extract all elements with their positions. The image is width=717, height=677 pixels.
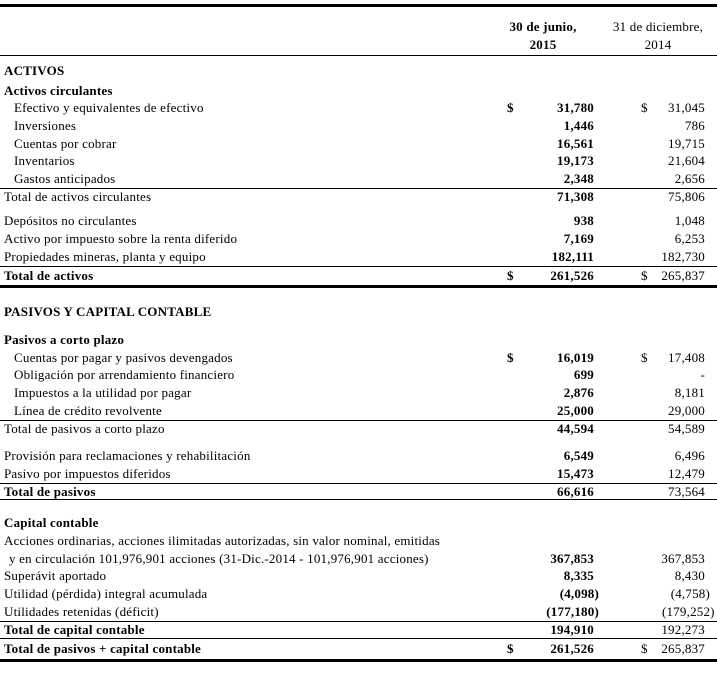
total-pasivos <box>0 483 717 501</box>
row-label: Inventarios <box>14 153 75 169</box>
table-row <box>0 213 717 231</box>
row-label: Pasivo por impuestos diferidos <box>4 465 171 481</box>
total-activos <box>0 266 717 288</box>
value-2015: 182,111 <box>551 248 594 264</box>
currency-symbol-2015: $ <box>507 349 514 365</box>
value-2015: 6,549 <box>563 448 594 464</box>
table-row <box>0 532 717 550</box>
currency-symbol-2014: $ <box>641 100 648 116</box>
value-2015: 367,853 <box>550 550 594 566</box>
currency-symbol-2014: $ <box>641 641 648 657</box>
currency-symbol-2014: $ <box>641 267 648 283</box>
value-2014: 367,853 <box>661 550 705 566</box>
value-2015: 2,876 <box>563 385 594 401</box>
table-row <box>0 384 717 402</box>
table-row <box>0 367 717 385</box>
value-2014: 12,479 <box>668 465 705 481</box>
value-2015: 699 <box>573 367 594 383</box>
row-label: Total de pasivos + capital contable <box>4 641 202 657</box>
value-2015: 19,173 <box>557 153 594 169</box>
subsection-capital-contable <box>0 514 717 532</box>
value-2014: 265,837 <box>661 267 705 283</box>
table-row <box>0 568 717 586</box>
row-label: Total de activos <box>4 267 94 283</box>
row-label: Inversiones <box>14 117 77 133</box>
value-2014: 192,273 <box>661 621 705 637</box>
value-2014: 6,253 <box>674 231 705 247</box>
row-label: Propiedades mineras, planta y equipo <box>4 248 206 264</box>
table-row <box>0 99 717 117</box>
row-label: Utilidades retenidas (déficit) <box>4 603 159 619</box>
currency-symbol-2015: $ <box>507 641 514 657</box>
row-spacer <box>0 437 717 447</box>
total-capital-contable <box>0 621 717 639</box>
value-2015: 8,335 <box>563 568 594 584</box>
value-2014: - <box>700 367 705 383</box>
currency-symbol-2015: $ <box>507 100 514 116</box>
table-row <box>0 585 717 603</box>
row-label: Total de pasivos <box>4 483 96 499</box>
value-2014: 8,181 <box>674 385 705 401</box>
column-header-2015-line1: 30 de junio, <box>509 19 577 34</box>
subsection-activos-circulantes <box>0 82 717 100</box>
table-row <box>0 447 717 465</box>
value-2015: 16,019 <box>557 349 594 365</box>
table-header <box>0 7 717 56</box>
row-label: Efectivo y equivalentes de efectivo <box>14 100 204 116</box>
value-2014: 75,806 <box>668 189 705 205</box>
value-2015: 1,446 <box>563 117 594 133</box>
value-2015: (177,180) <box>546 603 599 619</box>
currency-symbol-2014: $ <box>641 349 648 365</box>
row-label: Obligación por arrendamiento financiero <box>14 367 235 383</box>
column-header-2014-line2: 2014 <box>644 36 672 52</box>
column-header-2015 <box>495 18 591 53</box>
value-2014: 182,730 <box>661 248 705 264</box>
row-label: Impuestos a la utilidad por pagar <box>14 385 192 401</box>
value-2015: 261,526 <box>550 267 594 283</box>
value-2015: 15,473 <box>557 465 594 481</box>
row-spacer <box>0 500 717 514</box>
row-spacer <box>0 206 717 213</box>
value-2015: (4,098) <box>559 586 599 602</box>
total-activos-circulantes <box>0 188 717 206</box>
row-label: Cuentas por pagar y pasivos devengados <box>14 349 233 365</box>
row-label: Utilidad (pérdida) integral acumulada <box>4 586 208 602</box>
value-2015: 261,526 <box>550 641 594 657</box>
currency-symbol-2015: $ <box>507 267 514 283</box>
subsection-pasivos-corto-plazo <box>0 331 717 349</box>
table-row <box>0 170 717 188</box>
row-label: PASIVOS Y CAPITAL CONTABLE <box>4 304 212 320</box>
table-row <box>0 152 717 170</box>
table-row <box>0 117 717 135</box>
table-row <box>0 230 717 248</box>
value-2015: 2,348 <box>563 170 594 186</box>
value-2015: 25,000 <box>557 402 594 418</box>
value-2014: 73,564 <box>668 483 705 499</box>
value-2014: 786 <box>684 117 705 133</box>
value-2014: 17,408 <box>668 349 705 365</box>
value-2014: (179,252) <box>662 603 715 619</box>
value-2015: 44,594 <box>557 421 594 437</box>
row-label: Capital contable <box>4 515 99 531</box>
table-row <box>0 402 717 420</box>
row-label: Pasivos a corto plazo <box>4 332 125 348</box>
value-2014: 6,496 <box>674 448 705 464</box>
section-title-pasivos-capital <box>0 304 717 322</box>
value-2015: 7,169 <box>563 231 594 247</box>
value-2015: 71,308 <box>557 189 594 205</box>
table-row <box>0 603 717 621</box>
column-header-2014 <box>603 18 713 53</box>
table-row <box>0 248 717 266</box>
row-spacer <box>0 288 717 304</box>
balance-sheet <box>0 4 717 662</box>
value-2014: 2,656 <box>674 170 705 186</box>
table-row <box>0 550 717 568</box>
total-pasivos-mas-capital <box>0 638 717 659</box>
row-label: Total de pasivos a corto plazo <box>4 421 165 437</box>
value-2014: 8,430 <box>674 568 705 584</box>
row-label: Total de capital contable <box>4 621 145 637</box>
table-body <box>0 56 717 659</box>
row-label: Provisión para reclamaciones y rehabilitación <box>4 448 251 464</box>
value-2015: 16,561 <box>557 135 594 151</box>
row-spacer <box>0 321 717 331</box>
row-label: Cuentas por cobrar <box>14 135 117 151</box>
row-label: Total de activos circulantes <box>4 189 152 205</box>
row-label: ACTIVOS <box>4 62 65 78</box>
value-2015: 194,910 <box>550 621 594 637</box>
table-row <box>0 349 717 367</box>
row-label: Superávit aportado <box>4 568 107 584</box>
value-2014: 19,715 <box>668 135 705 151</box>
total-pasivos-corto-plazo <box>0 420 717 438</box>
row-label: y en circulación 101,976,901 acciones (31-Dic.-2014 - 101,976,901 acciones) <box>9 550 429 566</box>
value-2014: 29,000 <box>668 402 705 418</box>
row-label: Gastos anticipados <box>14 170 116 186</box>
value-2015: 31,780 <box>557 100 594 116</box>
value-2015: 938 <box>573 213 594 229</box>
row-label: Activo por impuesto sobre la renta diferido <box>4 231 238 247</box>
column-header-2014-line1: 31 de diciembre, <box>612 19 704 34</box>
value-2014: 21,604 <box>668 153 705 169</box>
row-label: Activos circulantes <box>4 82 113 98</box>
row-label: Acciones ordinarias, acciones ilimitadas autorizadas, sin valor nominal, emitidas <box>4 532 441 548</box>
section-title-activos <box>0 62 717 80</box>
row-label: Línea de crédito revolvente <box>14 402 162 418</box>
table-row <box>0 135 717 153</box>
value-2014: 1,048 <box>674 213 705 229</box>
value-2014: 265,837 <box>661 641 705 657</box>
value-2015: 66,616 <box>557 483 594 499</box>
row-label: Depósitos no circulantes <box>4 213 137 229</box>
value-2014: (4,758) <box>670 586 710 602</box>
value-2014: 31,045 <box>668 100 705 116</box>
value-2014: 54,589 <box>668 421 705 437</box>
table-row <box>0 465 717 483</box>
column-header-2015-line2: 2015 <box>529 36 557 52</box>
